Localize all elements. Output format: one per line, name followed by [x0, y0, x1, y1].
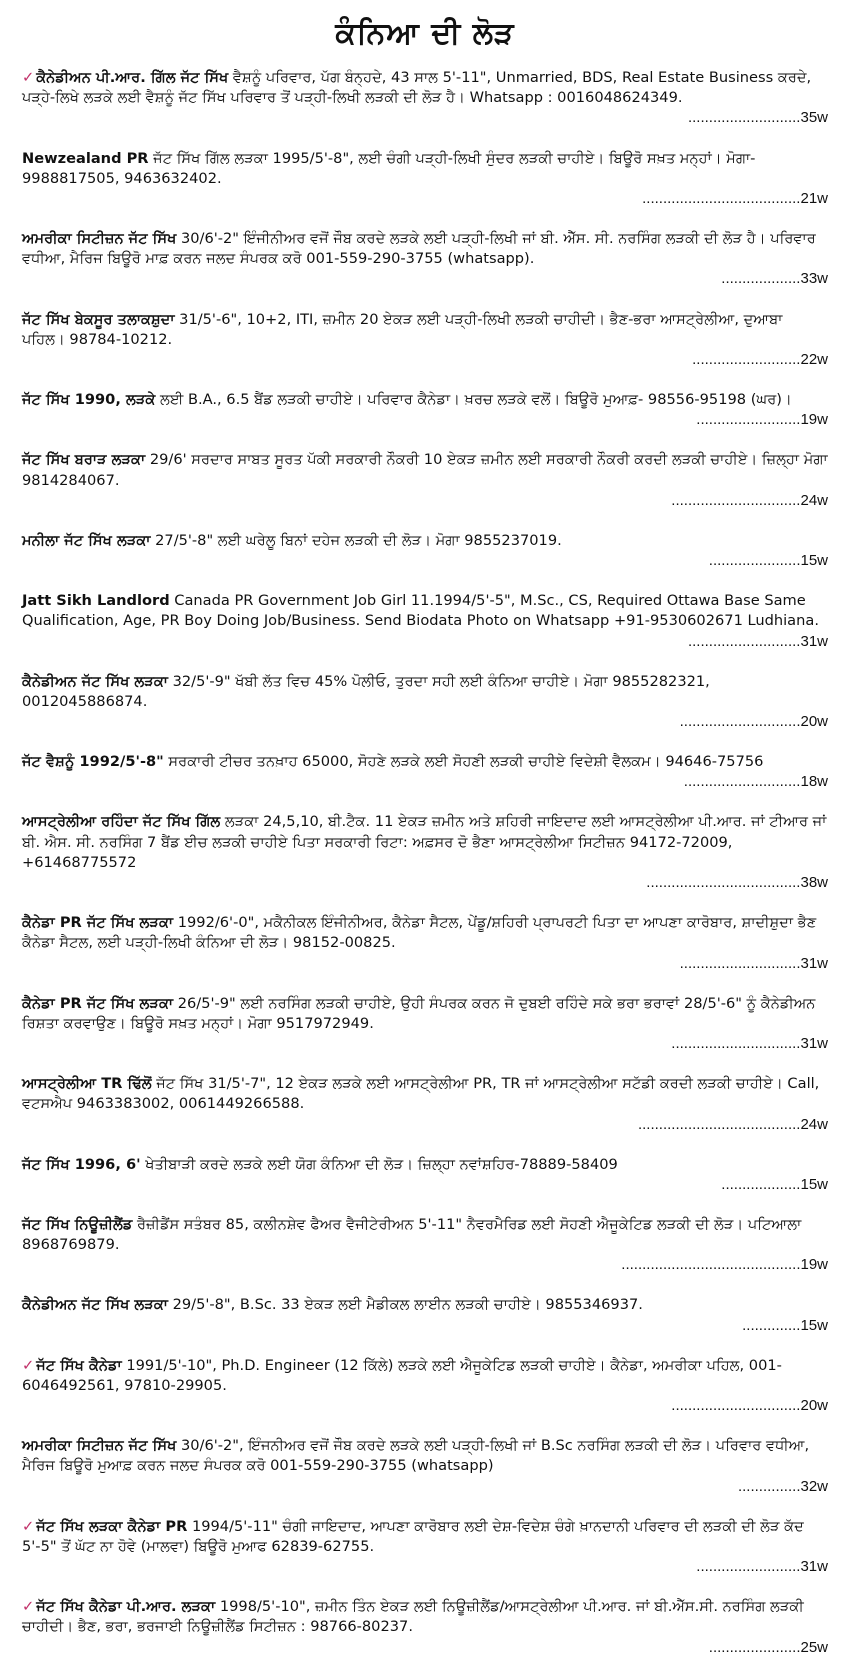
- ad-body: 30/6'-2", ਇੰਜਨੀਅਰ ਵਜੋਂ ਜੌਬ ਕਰਦੇ ਲੜਕੇ ਲਈ ਪੜ੍ਹੀ-ਲਿਖੀ ਜਾਂ B.Sc ਨਰਸਿੰਗ ਲੜਕੀ ਦੀ ਲੋੜ। ਪਰਿਵਾਰ ਵਧੀਆ, ਮੈਰਿਜ ਬਿਊਰੋ ਮੁਆਫ਼ ਕਰਨ ਜਲਦ ਸੰਪਰਕ ਕਰੋ 001-559-290-3755 (whatsapp): [22, 1437, 810, 1475]
- classified-ad: [22, 229, 828, 290]
- ad-text: [22, 752, 828, 772]
- classified-ad: [22, 1517, 828, 1578]
- ad-body: 1994/5'-11" ਚੰਗੀ ਜਾਇਦਾਦ, ਆਪਣਾ ਕਾਰੋਬਾਰ ਲਈ ਦੇਸ਼-ਵਿਦੇਸ਼ ਚੰਗੇ ਖ਼ਾਨਦਾਨੀ ਪਰਿਵਾਰ ਦੀ ਲੜਕੀ ਦੀ ਲੋੜ ਕੱਦ 5'-5" ਤੋਂ ਘੱਟ ਨਾ ਹੋਵੇ (ਮਾਲਵਾ) ਬਿਊਰੋ ਮੁਆਫ 62839-62755.: [22, 1517, 804, 1555]
- ad-reference-code: .............................20w: [679, 713, 828, 730]
- ad-text: [22, 149, 828, 189]
- ad-body: ਜੱਟ ਸਿੱਖ ਗਿੱਲ ਲੜਕਾ 1995/5'-8", ਲਈ ਚੰਗੀ ਪੜ੍ਹੀ-ਲਿਖੀ ਸੁੰਦਰ ਲੜਕੀ ਚਾਹੀਏ। ਬਿਊਰੋ ਸਖ਼ਤ ਮਨ੍ਹਾਂ। ਮੋਗਾ- 9988817505, 9463632402.: [22, 149, 756, 187]
- classified-ad: [22, 531, 828, 571]
- ad-reference-code: ...............32w: [737, 1477, 828, 1495]
- ad-body: 1992/6'-0", ਮਕੈਨੀਕਲ ਇੰਜੀਨੀਅਰ, ਕੈਨੇਡਾ ਸੈਟਲ, ਪੇਂਡੂ/ਸ਼ਹਿਰੀ ਪ੍ਰਾਪਰਟੀ ਪਿਤਾ ਦਾ ਆਪਣਾ ਕਾਰੋਬਾਰ, ਸ਼ਾਦੀਸ਼ੁਦਾ ਭੈਣ ਕੈਨੇਡਾ ਸੈਟਲ, ਲਈ ਪੜ੍ਹੀ-ਲਿਖੀ ਕੰਨਿਆ ਦੀ ਲੋੜ। 98152-00825.: [22, 914, 817, 952]
- classified-ad: [22, 672, 828, 733]
- ads-list: [22, 68, 828, 1658]
- ad-headline: ਜੱਟ ਸਿੱਖ 1990, ਲੜਕੇ: [22, 391, 156, 408]
- ad-headline: ਕੈਨੇਡੀਅਨ ਜੱਟ ਸਿੱਖ ਲੜਕਾ: [22, 672, 168, 690]
- ad-headline: ਕੈਨੇਡਾ PR ਜੱਟ ਸਿੱਖ ਲੜਕਾ: [22, 914, 174, 932]
- ad-reference-code: .......................................24w: [637, 1115, 828, 1133]
- ad-reference-code: ...................33w: [721, 270, 828, 288]
- ad-headline: ਮਨੀਲਾ ਜੱਟ ਸਿੱਖ ਲੜਕਾ: [22, 531, 151, 549]
- ad-headline: Jatt Sikh Landlord: [22, 592, 170, 610]
- checkmark-icon: ✓: [22, 1356, 35, 1374]
- classified-ad: [22, 1356, 828, 1417]
- ad-text: [22, 1356, 828, 1396]
- ad-body: 1998/5'-10", ਜ਼ਮੀਨ ਤਿੰਨ ਏਕੜ ਲਈ ਨਿਊਜ਼ੀਲੈਂਡ/ਆਸਟ੍ਰੇਲੀਆ ਪੀ.ਆਰ. ਜਾਂ ਬੀ.ਐੱਸ.ਸੀ. ਨਰਸਿੰਗ ਲੜਕੀ ਚਾਹੀਦੀ। ਭੈਣ, ਭਰਾ, ਭਰਜਾਈ ਨਿਊਜ਼ੀਲੈਂਡ ਸਿਟੀਜ਼ਨ : 98766-80237.: [22, 1598, 804, 1636]
- ad-reference-code: ......................15w: [708, 552, 828, 569]
- ad-headline: ਜੱਟ ਸਿੱਖ ਬਰਾੜ ਲੜਕਾ: [22, 451, 146, 469]
- ad-text: [22, 672, 828, 712]
- classified-ad: [22, 1295, 828, 1335]
- classified-ad: [22, 390, 828, 430]
- ad-body: 1991/5'-10", Ph.D. Engineer (12 ਕਿੱਲੇ) ਲੜਕੇ ਲਈ ਐਜੂਕੇਟਿਡ ਲੜਕੀ ਚਾਹੀਏ। ਕੈਨੇਡਾ, ਅਮਰੀਕਾ ਪਹਿਲ, 001-6046492561, 97810-29905.: [22, 1356, 782, 1394]
- ad-body: 29/5'-8", B.Sc. 33 ਏਕੜ ਲਈ ਮੈਡੀਕਲ ਲਾਈਨ ਲੜਕੀ ਚਾਹੀਏ। 9855346937.: [167, 1296, 643, 1314]
- ad-text: [22, 1155, 828, 1175]
- checkmark-icon: ✓: [22, 1598, 35, 1616]
- classified-ad: [22, 450, 828, 511]
- ad-headline: ਆਸਟ੍ਰੇਲੀਆ ਰਹਿੰਦਾ ਜੱਟ ਸਿੱਖ ਗਿੱਲ: [22, 813, 221, 831]
- ad-body: ਲੜਕਾ 24,5,10, ਬੀ.ਟੈਕ. 11 ਏਕੜ ਜ਼ਮੀਨ ਅਤੇ ਸ਼ਹਿਰੀ ਜਾਇਦਾਦ ਲਈ ਆਸਟ੍ਰੇਲੀਆ ਪੀ.ਆਰ. ਜਾਂ ਟੀਆਰ ਜਾਂ ਬੀ. ਐਸ. ਸੀ. ਨਰਸਿੰਗ 7 ਬੈਂਡ ਈਚ ਲੜਕੀ ਚਾਹੀਏ ਪਿਤਾ ਸਰਕਾਰੀ ਰਿਟਾ: ਅਫ਼ਸਰ ਦੋ ਭੈਣਾ ਆਸਟ੍ਰੇਲੀਆ ਸਿਟੀਜ਼ਨ 94172-72009, +61468775572: [22, 813, 827, 871]
- page-title: ਕੰਨਿਆ ਦੀ ਲੋੜ: [335, 16, 515, 51]
- ad-headline: ਜੱਟ ਸਿੱਖ 1996, 6': [22, 1155, 141, 1173]
- ad-headline: ਕੈਨੇਡਾ PR ਜੱਟ ਸਿੱਖ ਲੜਕਾ: [22, 994, 174, 1012]
- ad-body: 31/5'-6", 10+2, ITI, ਜ਼ਮੀਨ 20 ਏਕੜ ਲਈ ਪੜ੍ਹੀ-ਲਿਖੀ ਲੜਕੀ ਚਾਹੀਦੀ। ਭੈਣ-ਭਰਾ ਆਸਟ੍ਰੇਲੀਆ, ਦੁਆਬਾ ਪਹਿਲ। 98784-10212.: [22, 310, 783, 348]
- ad-reference-code: ...........................................19w: [621, 1256, 828, 1274]
- ad-reference-code: ...............................24w: [671, 491, 828, 509]
- ad-reference-code: ..........................22w: [692, 350, 828, 368]
- ad-body: 27/5'-8" ਲਈ ਘਰੇਲੂ ਬਿਨਾਂ ਦਹੇਜ ਲੜਕੀ ਦੀ ਲੋੜ। ਮੋਗਾ 9855237019.: [150, 531, 562, 549]
- ad-headline: ਜੱਟ ਸਿੱਖ ਕੈਨੇਡਾ: [36, 1356, 122, 1374]
- ad-text: [22, 1436, 828, 1476]
- ad-reference-code: .....................................38w: [646, 874, 828, 891]
- ad-body: 26/5'-9" ਲਈ ਨਰਸਿੰਗ ਲੜਕੀ ਚਾਹੀਏ, ਉਹੀ ਸੰਪਰਕ ਕਰਨ ਜੋ ਦੁਬਈ ਰਹਿੰਦੇ ਸਕੇ ਭਰਾ ਭਰਾਵਾਂ 28/5'-6" ਨੂੰ ਕੈਨੇਡੀਅਨ ਰਿਸ਼ਤਾ ਕਰਵਾਉਣ। ਬਿਊਰੋ ਸਖ਼ਤ ਮਨ੍ਹਾਂ। ਮੋਗਾ 9517972949.: [22, 994, 816, 1032]
- ad-headline: ਕੈਨੇਡੀਅਨ ਜੱਟ ਸਿੱਖ ਲੜਕਾ: [22, 1296, 168, 1314]
- classified-ad: [22, 1155, 828, 1195]
- ad-body: ਵੈਸ਼ਨੂੰ ਪਰਿਵਾਰ, ਪੱਗ ਬੰਨ੍ਹਦੇ, 43 ਸਾਲ 5'-11", Unmarried, BDS, Real Estate Business ਕਰਦੇ, ਪੜ੍ਹੇ-ਲਿਖੇ ਲੜਕੇ ਲਈ ਵੈਸ਼ਨੂੰ ਜੱਟ ਸਿੱਖ ਪਰਿਵਾਰ ਤੋਂ ਪੜ੍ਹੀ-ਲਿਖੀ ਲੜਕੀ ਦੀ ਲੋੜ ਹੈ। Whatsapp : 0016048624349.: [22, 69, 812, 107]
- ad-reference-code: ...............................31w: [671, 1035, 828, 1052]
- classified-ad: [22, 752, 828, 792]
- ad-reference-code: ............................18w: [683, 773, 828, 791]
- ad-headline: ਜੱਟ ਸਿੱਖ ਲੜਕਾ ਕੈਨੇਡਾ PR: [36, 1517, 188, 1535]
- ad-text: [22, 913, 828, 953]
- ad-headline: Newzealand PR: [22, 149, 149, 167]
- ad-reference-code: ..............15w: [742, 1316, 828, 1334]
- ad-headline: ਆਸਟ੍ਰੇਲੀਆ TR ਢਿੱਲੋਂ: [22, 1075, 152, 1093]
- ad-text: [22, 994, 828, 1034]
- ad-body: 30/6'-2" ਇੰਜੀਨੀਅਰ ਵਜੋਂ ਜੌਬ ਕਰਦੇ ਲੜਕੇ ਲਈ ਪੜ੍ਹੀ-ਲਿਖੀ ਜਾਂ ਬੀ. ਐੱਸ. ਸੀ. ਨਰਸਿੰਗ ਲੜਕੀ ਦੀ ਲੋੜ ਹੈ। ਪਰਿਵਾਰ ਵਧੀਆ, ਮੈਰਿਜ ਬਿਊਰੋ ਮਾਫ਼ ਕਰਨ ਜਲਦ ਸੰਪਰਕ ਕਰੋ 001-559-290-3755 (whatsapp).: [22, 230, 816, 268]
- ad-text: [22, 1295, 828, 1315]
- classified-ad: [22, 591, 828, 652]
- ad-headline: ਜੱਟ ਵੈਸ਼ਨੂੰ 1992/5'-8": [22, 753, 164, 771]
- classified-ad: [22, 1215, 828, 1276]
- ad-reference-code: ......................................21w: [642, 189, 828, 207]
- ad-headline: ਅਮਰੀਕਾ ਸਿਟੀਜ਼ਨ ਜੱਟ ਸਿੱਖ: [22, 1437, 177, 1455]
- ad-text: [22, 1517, 828, 1557]
- classified-ad: [22, 994, 828, 1055]
- ad-text: [22, 1215, 828, 1255]
- ad-text: [22, 812, 828, 873]
- ad-text: [22, 450, 828, 490]
- ad-headline: ਕੈਨੇਡੀਅਨ ਪੀ.ਆਰ. ਗਿੱਲ ਜੱਟ ਸਿੱਖ: [36, 69, 229, 86]
- ad-text: [22, 1074, 828, 1114]
- ad-body: ਖੇਤੀਬਾੜੀ ਕਰਦੇ ਲੜਕੇ ਲਈ ਯੋਗ ਕੰਨਿਆ ਦੀ ਲੋੜ। ਜ਼ਿਲ੍ਹਾ ਨਵਾਂਸ਼ਹਿਰ-78889-58409: [140, 1155, 618, 1173]
- ad-body: Canada PR Government Job Girl 11.1994/5'-5", M.Sc., CS, Required Ottawa Base Same Qualification, Age, PR Boy Doing Job/Business. Send Biodata Photo on Whatsapp +91-9530602671 Ludhiana.: [22, 592, 819, 630]
- ad-reference-code: .........................19w: [696, 411, 828, 429]
- ad-reference-code: ...............................20w: [671, 1397, 828, 1415]
- ad-headline: ਜੱਟ ਸਿੱਖ ਨਿਊਜ਼ੀਲੈਂਡ: [22, 1215, 133, 1233]
- classified-ad: [22, 1074, 828, 1135]
- ad-reference-code: ...........................31w: [687, 632, 828, 650]
- ad-text: [22, 591, 828, 631]
- classified-ad: [22, 1597, 828, 1658]
- ad-headline: ਜੱਟ ਸਿੱਖ ਕੈਨੇਡਾ ਪੀ.ਆਰ. ਲੜਕਾ: [36, 1598, 216, 1616]
- ad-text: [22, 390, 828, 410]
- classified-ad: [22, 310, 828, 371]
- classified-ad: [22, 812, 828, 893]
- classified-ad: [22, 68, 828, 129]
- ad-text: [22, 229, 828, 269]
- ad-reference-code: .........................31w: [696, 1558, 828, 1576]
- ad-text: [22, 1597, 828, 1637]
- ad-text: [22, 68, 828, 108]
- ad-headline: ਜੱਟ ਸਿੱਖ ਬੇਕਸੂਰ ਤਲਾਕਸ਼ੁਦਾ: [22, 310, 175, 328]
- ad-reference-code: ...................15w: [721, 1175, 828, 1193]
- checkmark-icon: ✓: [22, 69, 35, 86]
- ad-body: ਜੱਟ ਸਿੱਖ 31/5'-7", 12 ਏਕੜ ਲੜਕੇ ਲਈ ਆਸਟ੍ਰੇਲੀਆ PR, TR ਜਾਂ ਆਸਟ੍ਰੇਲੀਆ ਸਟੱਡੀ ਕਰਦੀ ਲੜਕੀ ਚਾਹੀਏ। Call, ਵਟਸਐਪ 9463383002, 0061449266588.: [22, 1075, 820, 1113]
- ad-body: 32/5'-9" ਖੱਬੀ ਲੱਤ ਵਿਚ 45% ਪੋਲੀਓ, ਤੁਰਦਾ ਸਹੀ ਲਈ ਕੰਨਿਆ ਚਾਹੀਏ। ਮੋਗਾ 9855282321, 0012045886874.: [22, 672, 710, 710]
- classifieds-page: [22, 8, 828, 1678]
- ad-reference-code: .............................31w: [679, 954, 828, 972]
- ad-body: ਸਰਕਾਰੀ ਟੀਚਰ ਤਨਖ਼ਾਹ 65000, ਸੋਹਣੇ ਲੜਕੇ ਲਈ ਸੋਹਣੀ ਲੜਕੀ ਚਾਹੀਏ ਵਿਦੇਸ਼ੀ ਵੈਲਕਮ। 94646-75756: [163, 753, 764, 771]
- ad-body: ਰੈਜ਼ੀਡੈਂਸ ਸਤੰਬਰ 85, ਕਲੀਨਸ਼ੇਵ ਫੈਅਰ ਵੈਜੀਟੇਰੀਅਨ 5'-11" ਨੈਵਰਮੈਰਿਡ ਲਈ ਸੋਹਣੀ ਐਜੂਕੇਟਿਡ ਲੜਕੀ ਦੀ ਲੋੜ। ਪਟਿਆਲਾ 8968769879.: [22, 1215, 802, 1254]
- classified-ad: [22, 149, 828, 210]
- ad-body: 29/6' ਸਰਦਾਰ ਸਾਬਤ ਸੂਰਤ ਪੱਕੀ ਸਰਕਾਰੀ ਨੌਕਰੀ 10 ਏਕੜ ਜ਼ਮੀਨ ਲਈ ਸਰਕਾਰੀ ਨੌਕਰੀ ਕਰਦੀ ਲੜਕੀ ਚਾਹੀਏ। ਜ਼ਿਲ੍ਹਾ ਮੋਗਾ 9814284067.: [22, 451, 828, 489]
- ad-body: ਲਈ B.A., 6.5 ਬੈਂਡ ਲੜਕੀ ਚਾਹੀਏ। ਪਰਿਵਾਰ ਕੈਨੇਡਾ। ਖ਼ਰਚ ਲੜਕੇ ਵਲੋਂ। ਬਿਊਰੋ ਮੁਆਫ਼- 98556-95198 (ਘਰ)।: [155, 391, 792, 408]
- ad-reference-code: ......................25w: [708, 1638, 828, 1656]
- ad-headline: ਅਮਰੀਕਾ ਸਿਟੀਜ਼ਨ ਜੱਟ ਸਿੱਖ: [22, 230, 177, 247]
- ad-text: [22, 310, 828, 350]
- checkmark-icon: ✓: [22, 1517, 35, 1535]
- ad-text: [22, 531, 828, 551]
- classified-ad: [22, 913, 828, 974]
- ad-reference-code: ...........................35w: [687, 109, 828, 127]
